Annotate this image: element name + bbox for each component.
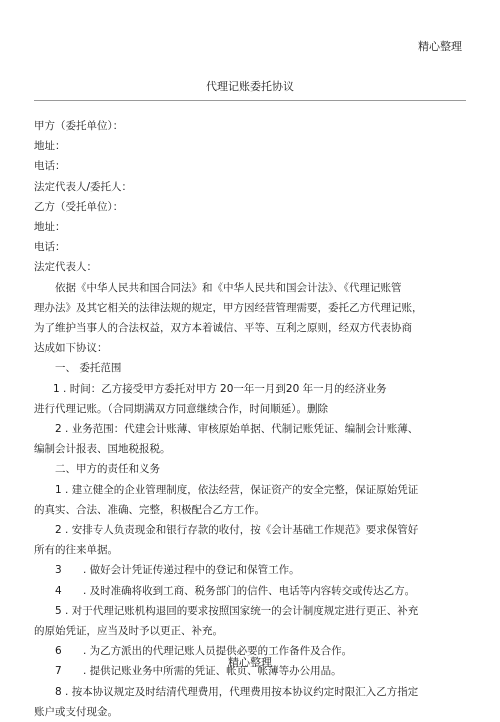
item-number: 6 (55, 645, 62, 658)
party-a-representative: 法定代表人/委托人： (34, 180, 133, 193)
item-text: . 及时准确将收到工商、税务部门的信件、电话等内容转交或传达乙方。 (83, 584, 416, 597)
item-text: . 为乙方派出的代理记账人员提供必要的工作备件及合作。 (83, 645, 353, 658)
item-number: 7 (55, 665, 62, 678)
item-number: 4 (55, 584, 62, 597)
section2-heading: 二、甲方的责任和义务 (55, 463, 160, 476)
party-b-address: 地址： (34, 221, 66, 234)
party-a-address: 地址： (34, 140, 66, 153)
section2-item1-line: 1 . 建立健全的企业管理制度，依法经营，保证资产的安全完整，保证原始凭证 (55, 483, 419, 496)
section2-item2-line: 2 . 安排专人负责现金和银行存款的收付，按《会计基础工作规范》要求保管好 (55, 524, 419, 537)
party-b-phone: 电话： (34, 241, 66, 254)
party-b-name: 乙方（受托单位）： (34, 200, 124, 213)
section2-item8-line: 账户或支付现金。 (34, 705, 118, 718)
section1-item2-line: 2 . 业务范围：代建会计账薄、审核原始单据、代制记账凭证、编制会计账薄、 (55, 423, 419, 436)
section1-item1-line: 1 . 时间：乙方接受甲方委托对甲方 20一年一月到20 年一月的经济业务 (53, 382, 387, 395)
document-title-text: 代理记账委托协议 (206, 80, 294, 93)
section2-item1-line: 的真实、合法、准确、完整，积极配合乙方工作。 (34, 503, 265, 516)
party-a-phone: 电话： (34, 160, 66, 173)
section2-item3 (34, 560, 470, 580)
preamble-line: 达成如下协议： (34, 342, 108, 355)
section2-item2-line: 所有的往来单据。 (34, 544, 118, 557)
item-number: 3 (55, 564, 62, 577)
section2-item5-line: 的原始凭证，应当及时予以更正、补充。 (34, 625, 223, 638)
page-footer: 精心整理 (228, 656, 272, 669)
section2-item5-line: 5 . 对于代理记账机构退回的要求按照国家统一的会计制度规定进行更正、补充 (55, 604, 419, 617)
section2-item4 (34, 581, 470, 601)
section2-item8-line: 8 . 按本协议规定及时结清代理费用，代理费用按本协议约定时限汇入乙方指定 (55, 685, 419, 698)
item-text: . 提供记账业务中所需的凭证、帐页、帐薄等办公用品。 (83, 665, 342, 678)
section1-item1-line: 进行代理记账。（合同期满双方同意继续合作，时间顺延）。删除 (34, 402, 328, 415)
preamble-line: 为了维护当事人的合法权益，双方本着诚信、平等、互利之原则，经双方代表协商 (34, 322, 412, 335)
document-title (34, 78, 466, 101)
document-body (34, 116, 470, 722)
preamble-line: 依据《中华人民共和国合同法》和《中华人民共和国会计法》、《代理记账管 (55, 281, 402, 294)
item-text: . 做好会计凭证传递过程中的登记和保管工作。 (83, 564, 300, 577)
page-header: 精心整理 (418, 40, 462, 53)
section1-heading: 一、 委托范围 (55, 362, 122, 375)
section1-item2-line: 编制会计报表、国地税报税。 (34, 443, 171, 456)
preamble-line: 理办法》及其它相关的法律法规的规定，甲方因经营管理需要，委托乙方代理记账， (34, 301, 423, 314)
party-a-name: 甲方（委托单位）： (34, 120, 124, 132)
party-b-representative: 法定代表人： (34, 261, 97, 274)
